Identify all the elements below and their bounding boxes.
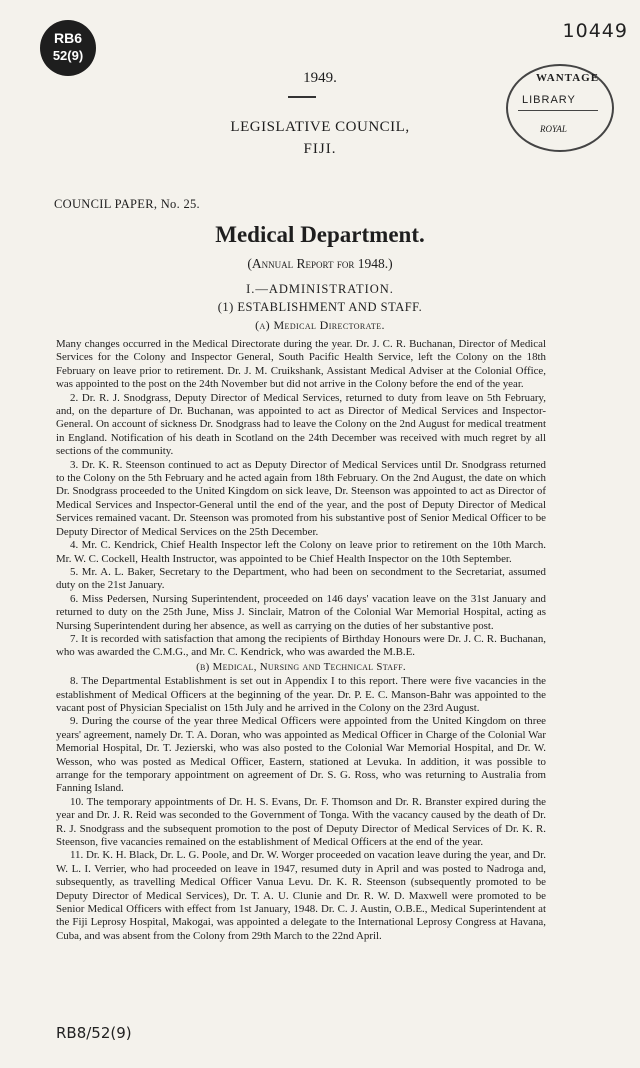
shelfmark-line1: RB6 xyxy=(53,30,82,46)
paragraph: 4. Mr. C. Kendrick, Chief Health Inspector left the Colony on leave prior to retirement on the 10th March. Mr. W. C. Cockell, Health Instructor, was appointed to be Chief Health Inspector on the 10th September. xyxy=(56,539,546,565)
country-heading: FIJI. xyxy=(303,141,337,157)
library-stamp-middle: LIBRARY xyxy=(522,94,576,106)
library-stamp-bottom: ROYAL xyxy=(540,124,567,134)
report-year: 1949. xyxy=(303,70,337,86)
paragraph: 5. Mr. A. L. Baker, Secretary to the Department, who had been on secondment to the Secretariat, assumed duty on the 21st January. xyxy=(56,565,546,592)
paragraph: 3. Dr. K. R. Steenson continued to act as Deputy Director of Medical Services until Dr. Snodgrass returned to the Colony on the 5th February and he acted again from 18th February. On the 2nd August, the date on which Dr. Snodgrass proceeded to the United Kingdom on sick leave, Dr. Steenson was appointed to act as Director of Medical Services and Inspector-General until the end of the year, and the post of Deputy Director of Medical Services remained vacant. Dr. Steenson was promoted from his substantive post of Senior Medical Officer to be Deputy Director of Medical Services on the 25th December. xyxy=(56,458,546,538)
section-heading: I.—ADMINISTRATION. xyxy=(246,282,394,296)
library-stamp-divider xyxy=(518,110,598,111)
paragraph: 6. Miss Pedersen, Nursing Superintendent, proceeded on 146 days' vacation leave on the 31st January and returned to duty on the 25th June, Miss J. Sinclair, Matron of the Colonial War Memorial Hospital, acting as Nursing Superintendent during her absence, as well as carrying on the duties of her substantive post. xyxy=(56,592,546,632)
subhead-medical-directorate: (a) Medical Directorate. xyxy=(255,318,385,332)
paragraph: Many changes occurred in the Medical Directorate during the year. Dr. J. C. R. Buchanan, Director of Medical Services for the Colony and Inspector General, South Pacific Health Service, left the Colony on the 18th February on leave prior to retirement. Dr. J. M. Cruikshank, Assistant Medical Adviser at the Colonial Office, was appointed to the post on the 24th November but did not arrive in the Colony before the end of the year. xyxy=(56,338,546,391)
library-stamp xyxy=(506,64,618,150)
subsection-heading: (1) ESTABLISHMENT AND STAFF. xyxy=(217,300,423,314)
accession-number: 10449 xyxy=(562,20,628,42)
header-rule xyxy=(288,96,316,98)
document-title: Medical Department. xyxy=(215,222,425,247)
paragraph: 9. During the course of the year three Medical Officers were appointed from the United Kingdom on three years' agreement, namely Dr. T. A. Doran, who was appointed as Medical Officer in Charge of the Colonial War Memorial Hospital, Dr. T. Jezierski, who was also posted to the Colonial War Memorial Hospital, and Dr. W. Wesson, who was posted as Medical Officer, Eastern, stationed at Levuka. In addition, it was possible to arrange for the temporary appointment on agreement of Dr. S. G. Ross, who was returning to Australia from Fanning Island. xyxy=(56,715,546,795)
document-subtitle: (Annual Report for 1948.) xyxy=(247,256,393,271)
paragraph: 11. Dr. K. H. Black, Dr. L. G. Poole, and Dr. W. Worger proceeded on vacation leave during the year, and Dr. W. L. I. Verrier, who had proceeded on leave in 1947, resumed duty in April and was posted to Nadroga and, subsequently, as travelling Medical Officer Vanua Levu. Dr. K. R. Steenson (subsequently promoted to be Deputy Director of Medical Services), Dr. T. A. U. Clunie and Dr. R. W. D. Maxwell were promoted to be Senior Medical Officers with effect from 1st January, 1948. Dr. C. J. Austin, O.B.E., Medical Superintendent at the Fiji Leprosy Hospital, Makogai, was appointed a delegate to the International Leprosy Congress at Havana, Cuba, and was absent from the Colony from 29th March to the 22nd April. xyxy=(56,849,546,942)
shelfmark-line2: 52(9) xyxy=(52,48,84,63)
report-body xyxy=(56,338,546,943)
council-paper-number: COUNCIL PAPER, No. 25. xyxy=(54,197,200,211)
paragraph: 10. The temporary appointments of Dr. H. S. Evans, Dr. F. Thomson and Dr. R. Branster expired during the year and Dr. J. R. Reid was seconded to the Government of Tonga. With the vacancy caused by the death of Dr. R. J. Snodgrass and the subsequent promotion to the post of Deputy Director of Medical Services of Dr. K. R. Steenson, five vacancies remained on the establishment of Medical Officers at the end of the year. xyxy=(56,795,546,849)
council-heading: LEGISLATIVE COUNCIL, xyxy=(230,119,410,135)
library-stamp-top: WANTAGE xyxy=(536,72,600,84)
paragraph: 7. It is recorded with satisfaction that among the recipients of Birthday Honours were Dr. J. C. R. Buchanan, who was awarded the C.M.G., and Mr. C. Kendrick, who was awarded the M.B.E. xyxy=(56,632,546,659)
paragraph: 8. The Departmental Establishment is set out in Appendix I to this report. There were five vacancies in the establishment of Medical Officers at the beginning of the year. Dr. P. E. C. Manson-Bahr was appointed to the vacant post of Physician Specialist on 15th July and he arrived in the Colony on the 23rd August. xyxy=(56,675,546,714)
subhead-medical-staff: (b) Medical, Nursing and Technical Staff. xyxy=(196,660,406,673)
handwritten-shelfmark: RB8/52(9) xyxy=(56,1024,132,1042)
paragraph: 2. Dr. R. J. Snodgrass, Deputy Director of Medical Services, returned to duty from leave on 5th February, and, on the departure of Dr. Buchanan, was appointed to act as Director of Medical Services and Inspector-General. On account of sickness Dr. Snodgrass had to leave the Colony on the 2nd August for medical treatment in England. Notification of his death in Scotland on the 24th December was received with much regret by all sections of the community. xyxy=(56,391,546,458)
